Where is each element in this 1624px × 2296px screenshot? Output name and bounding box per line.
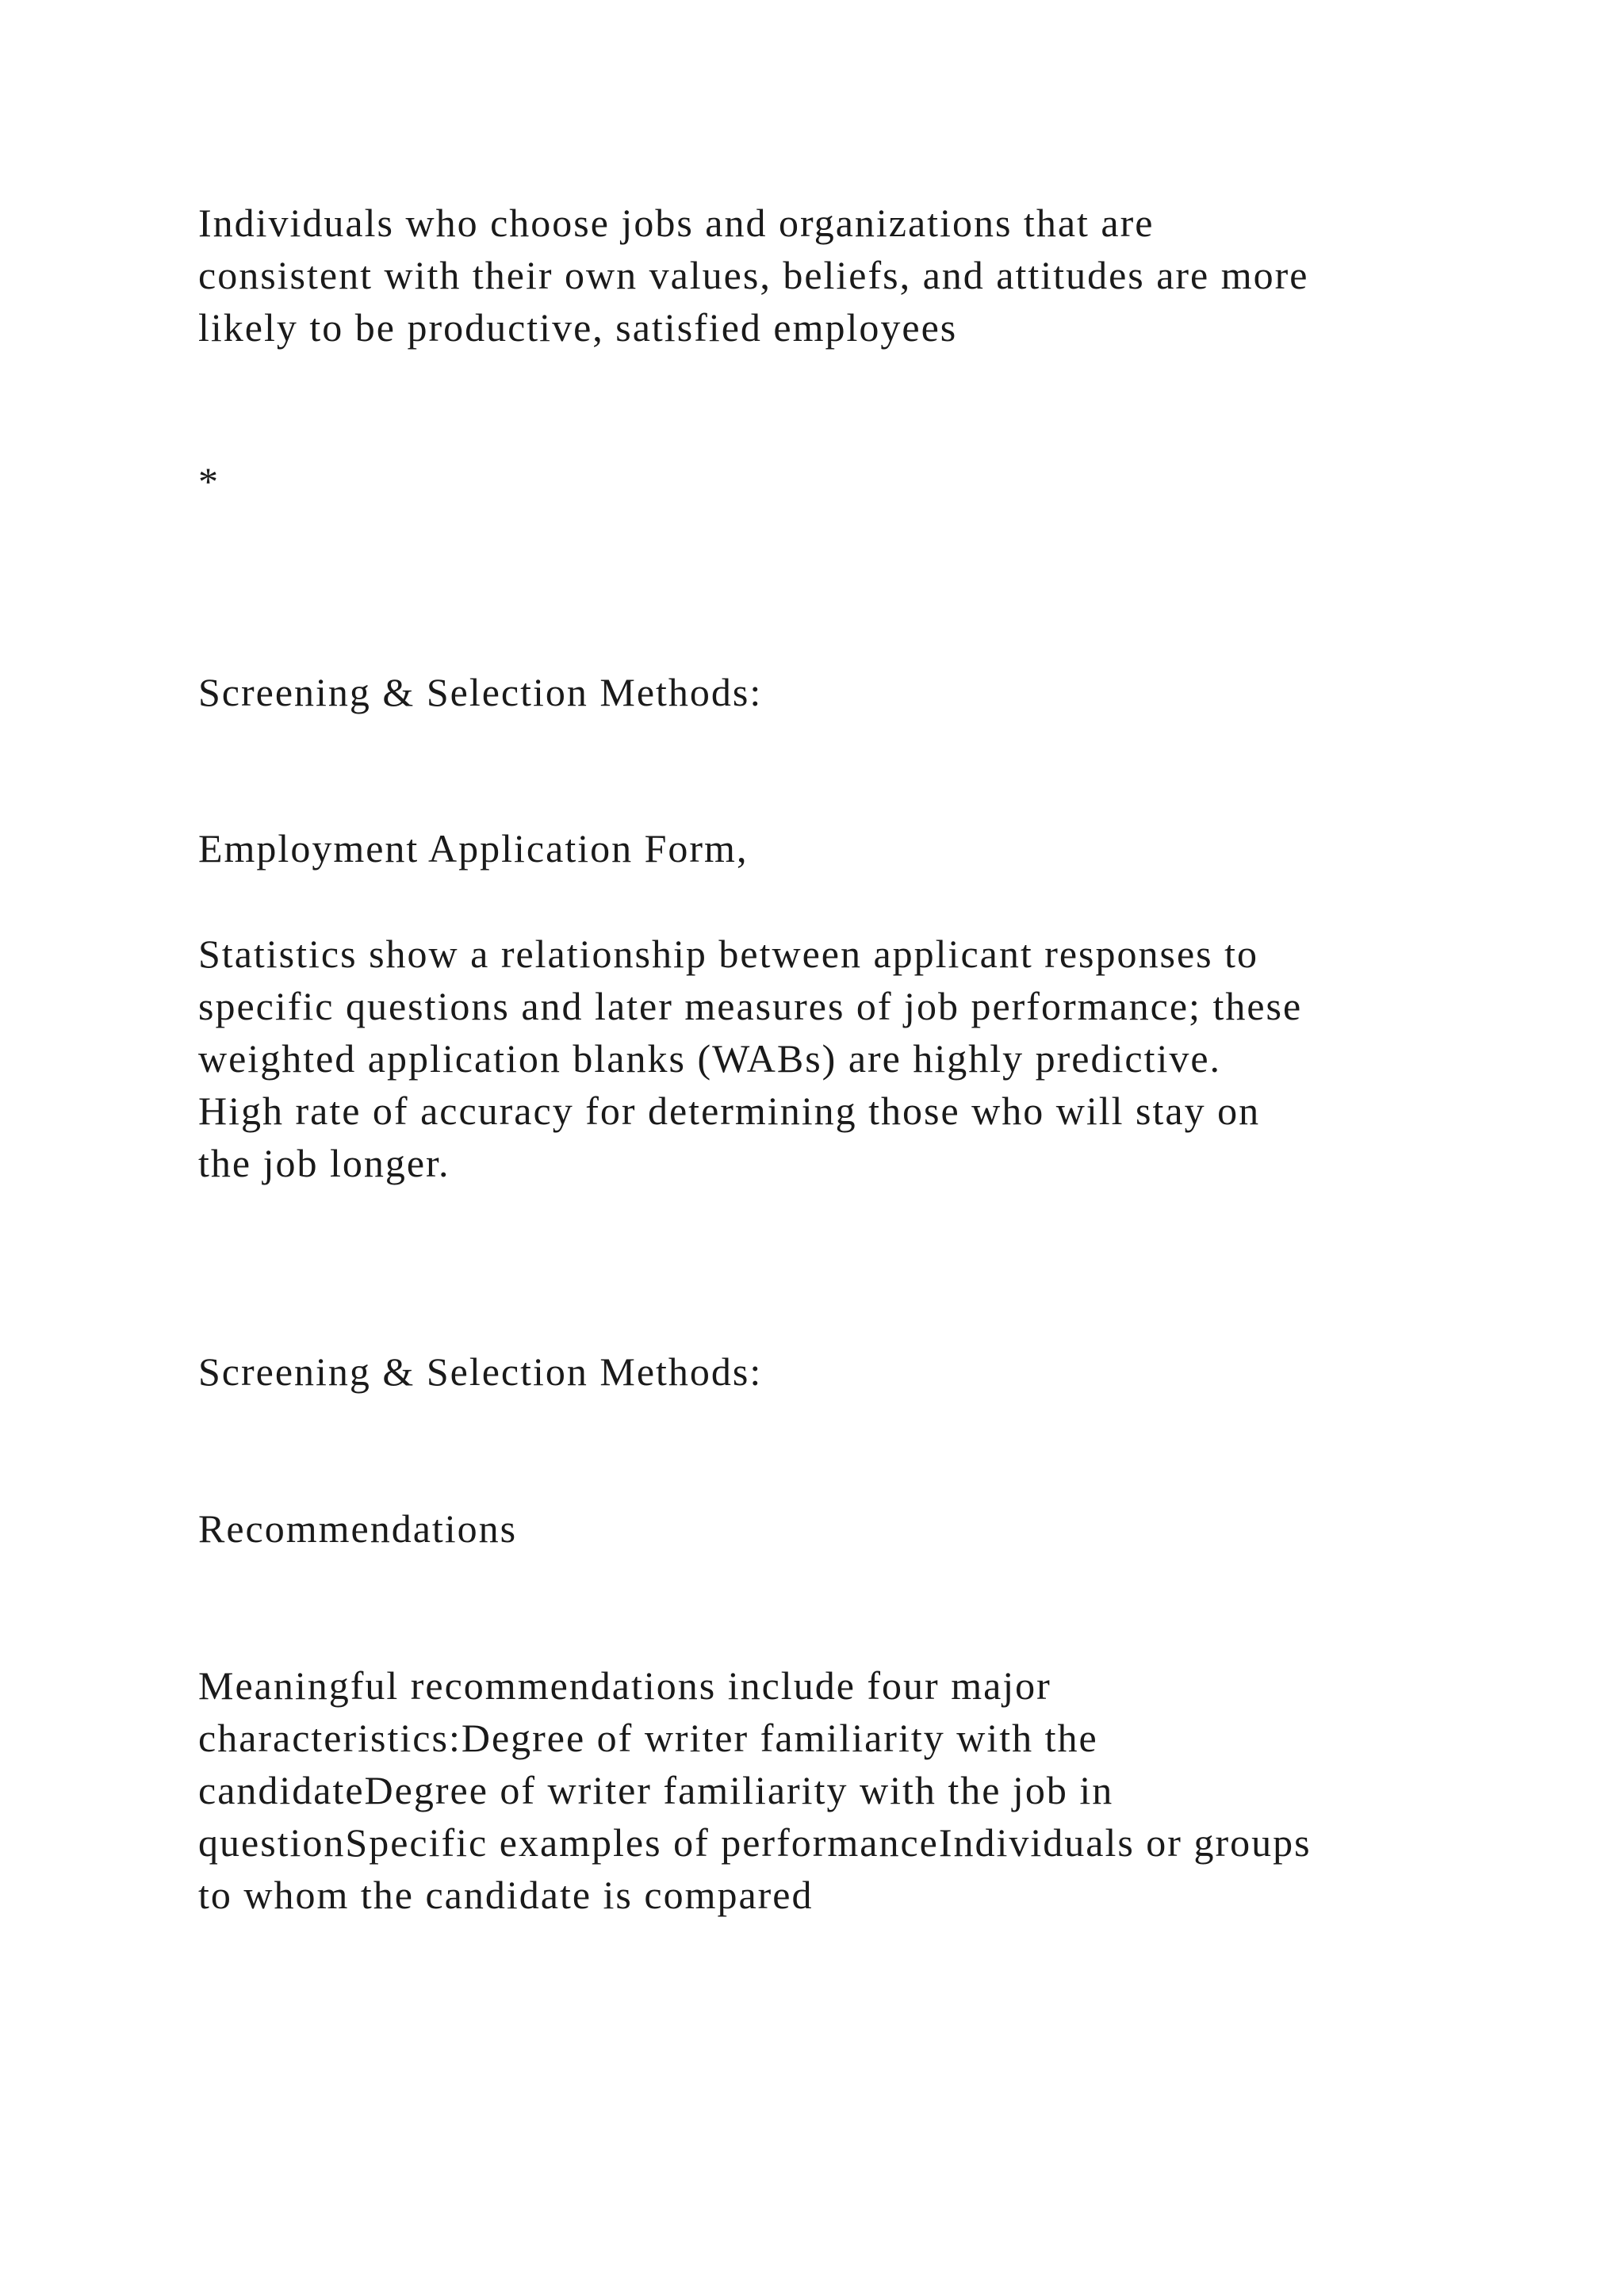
text-line: specific questions and later measures of job performance; these — [198, 984, 1303, 1028]
section-heading-screening-1 — [198, 666, 1467, 718]
section-heading-screening-2 — [198, 1345, 1467, 1398]
heading-text: Screening & Selection Methods: — [198, 1349, 763, 1394]
asterisk-marker — [198, 455, 1467, 507]
text-line: High rate of accuracy for determining those who will stay on — [198, 1089, 1261, 1133]
text-line: the job longer. — [198, 1141, 450, 1185]
paragraph-meaningful-recommendations — [198, 1659, 1467, 1921]
paragraph-values-fit — [198, 197, 1467, 354]
heading-text: Screening & Selection Methods: — [198, 670, 763, 714]
text-line: candidateDegree of writer familiarity with the job in — [198, 1768, 1114, 1812]
text-line: consistent with their own values, beliefs, and attitudes are more — [198, 253, 1309, 297]
text-line: Meaningful recommendations include four major — [198, 1663, 1051, 1708]
text-line: questionSpecific examples of performanceIndividuals or groups — [198, 1820, 1312, 1865]
text-line: likely to be productive, satisfied employees — [198, 305, 958, 350]
text-line: weighted application blanks (WABs) are highly predictive. — [198, 1036, 1222, 1081]
subheading-text: Employment Application Form, — [198, 826, 749, 871]
subheading-text: Recommendations — [198, 1506, 518, 1551]
subheading-employment-application-form — [198, 822, 1467, 874]
subheading-recommendations — [198, 1502, 1467, 1555]
asterisk-text: * — [198, 459, 220, 503]
text-line: characteristics:Degree of writer familiarity with the — [198, 1716, 1098, 1760]
text-line: Statistics show a relationship between applicant responses to — [198, 932, 1259, 976]
text-line: to whom the candidate is compared — [198, 1873, 814, 1917]
paragraph-weighted-application-blanks — [198, 928, 1467, 1189]
text-line: Individuals who choose jobs and organizations that are — [198, 201, 1155, 245]
